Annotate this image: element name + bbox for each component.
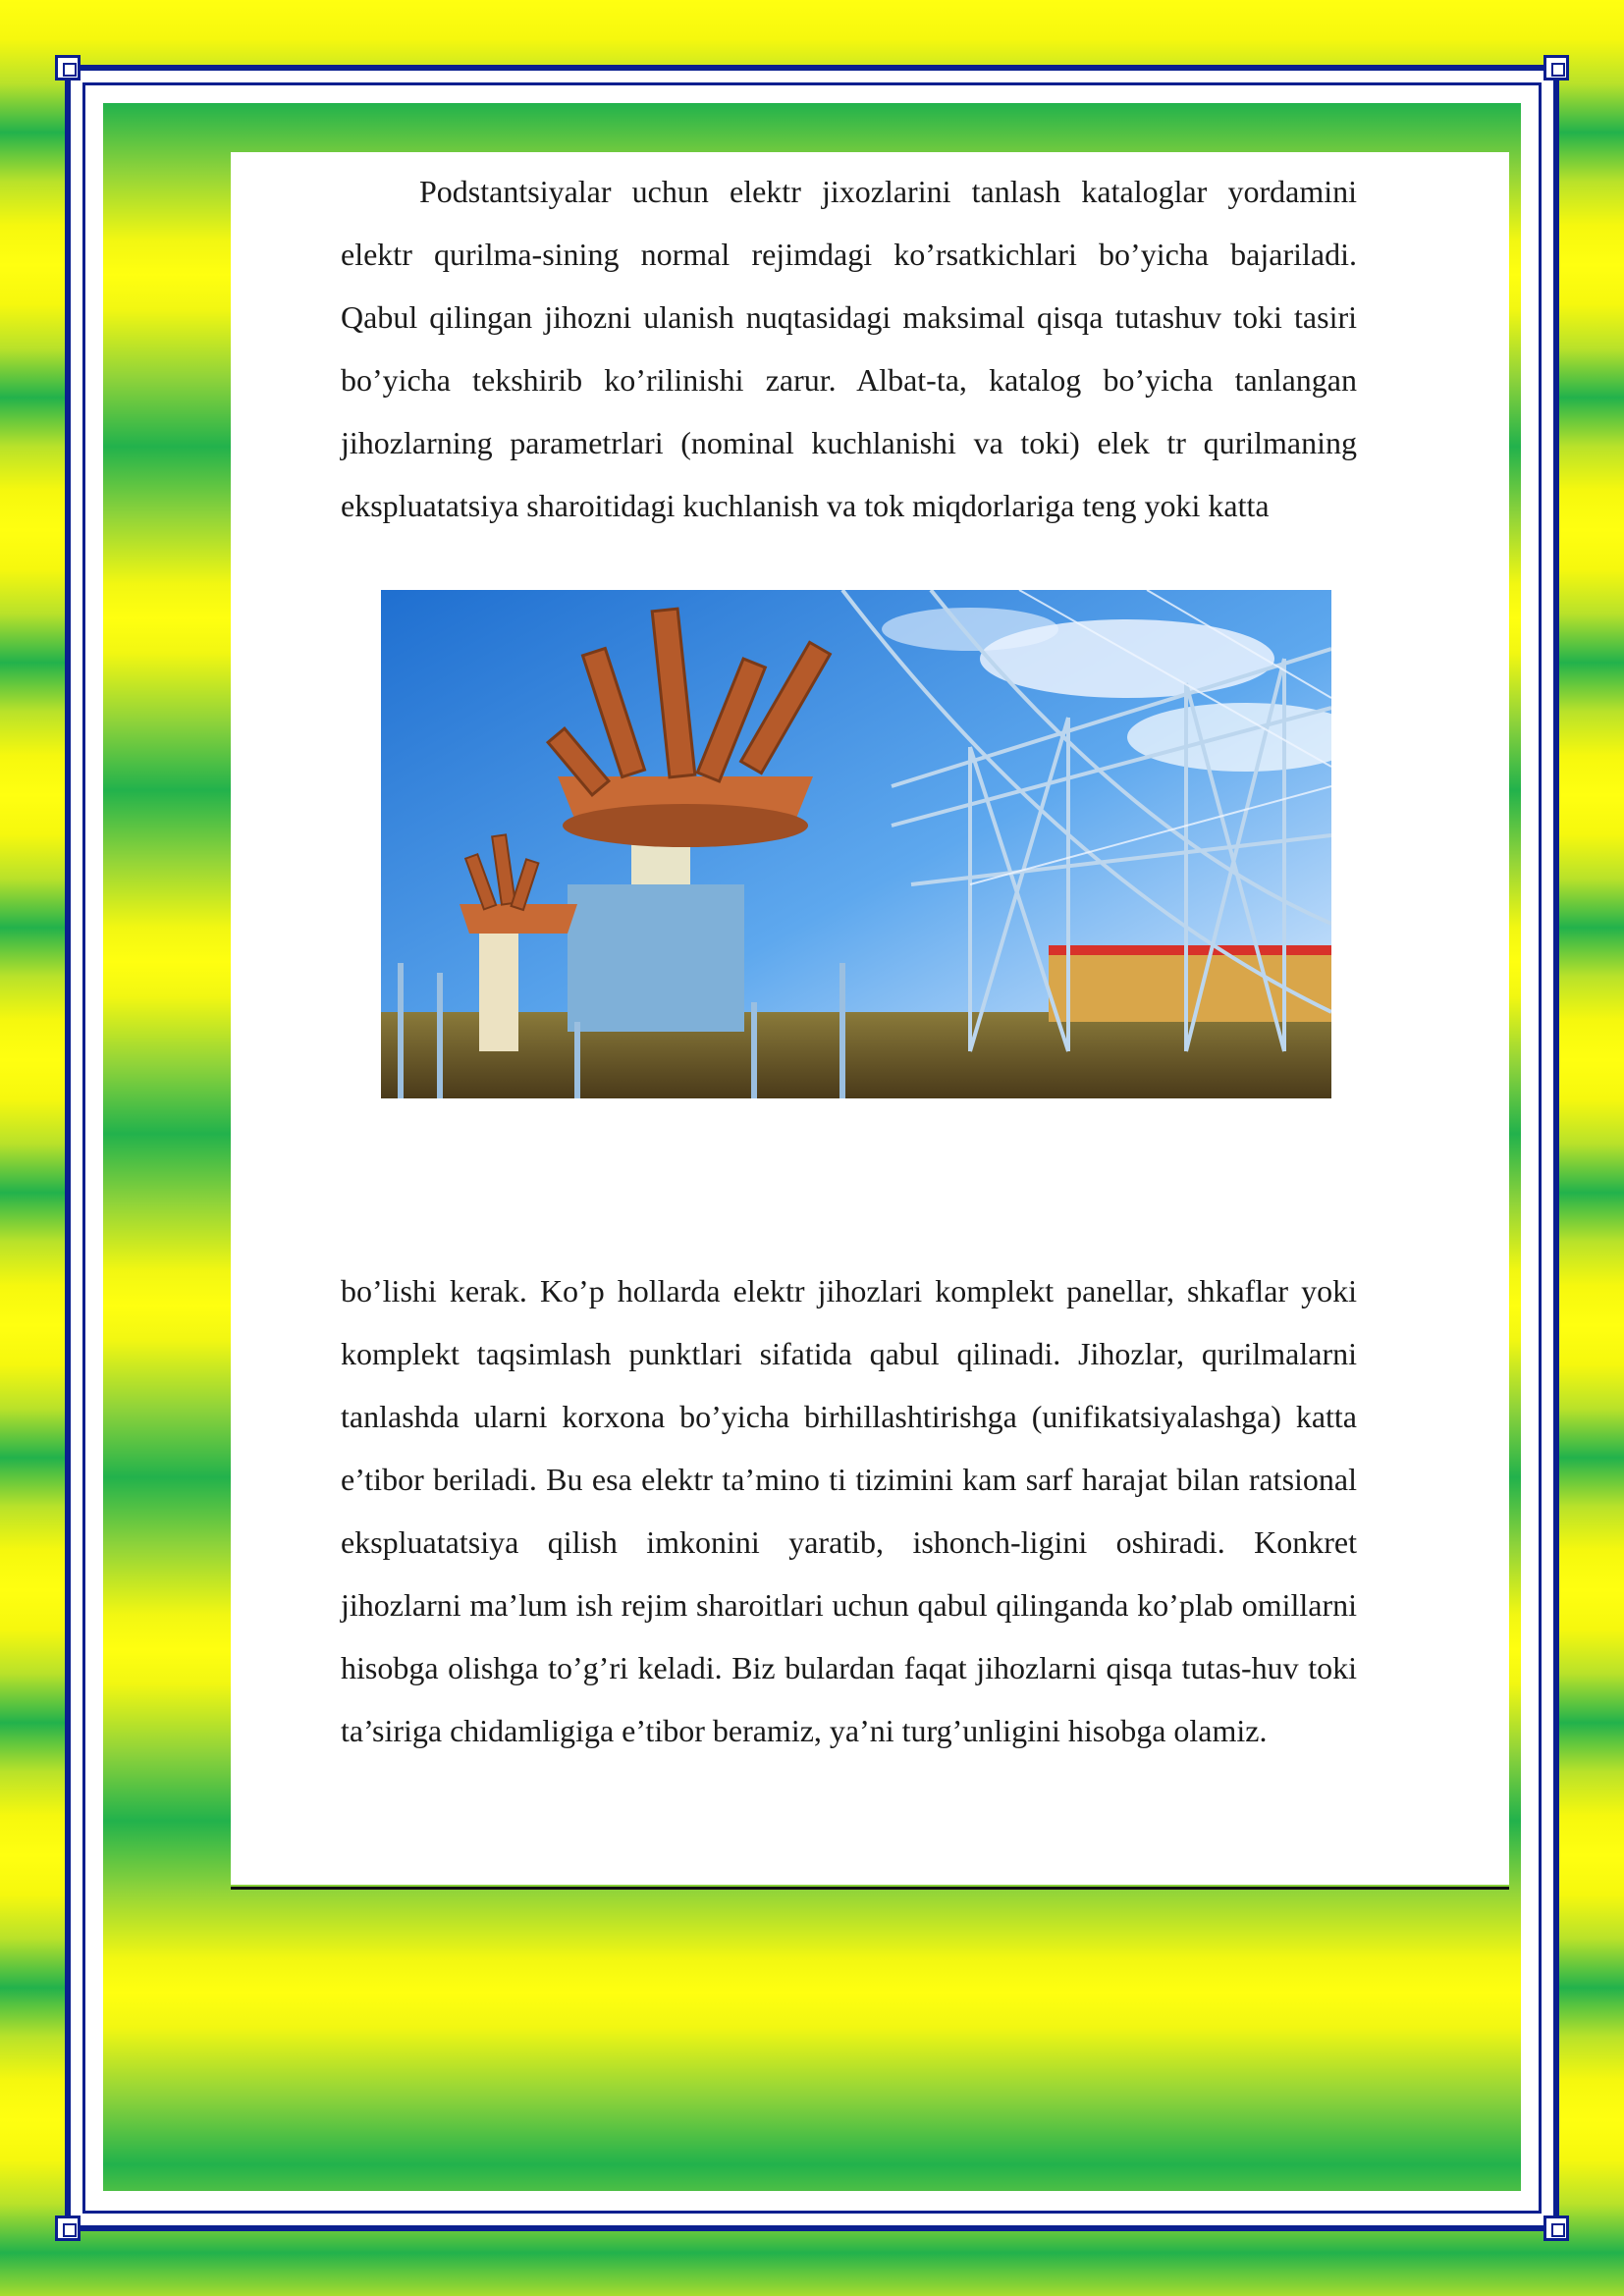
corner-ornament-bottom-left xyxy=(55,2216,81,2241)
corner-ornament-bottom-right xyxy=(1543,2216,1569,2241)
page-bottom-rule xyxy=(231,1887,1509,1890)
paragraph-continuation: bo’lishi kerak. Ko’p hollarda elektr jihozlari komplekt panellar, shkaflar yoki komplekt taqsimlash punktlari sifatida qabul qilinadi. Jihozlar, qurilmalarni tanlashda ularni korxona bo’yicha birhillashtirishga (unifikatsiyalashga) katta e’tibor beriladi. Bu esa elektr ta’mino ti tizimini kam sarf harajat bilan ratsional ekspluatatsiya qilish imkonini yaratib, ishonch-ligini oshiradi. Konkret jihozlarni ma’lum ish rejim sharoitlari uchun qabul qilinganda ko’plab omillarni hisobga olishga to’g’ri keladi. Biz bulardan faqat jihozlarni qisqa tutas-huv toki ta’siriga chidamligiga e’tibor beramiz, ya’ni turg’unligini hisobga olamiz. xyxy=(341,1273,1357,1748)
corner-ornament-top-right xyxy=(1543,55,1569,80)
substation-photo xyxy=(381,590,1331,1098)
corner-ornament-top-left xyxy=(55,55,81,80)
scanned-page xyxy=(231,152,1509,1885)
paragraph-intro: Podstantsiyalar uchun elektr jixozlarini tanlash kataloglar yordamini elektr qurilma-sining normal rejimdagi ko’rsatkichlari bo’yicha bajariladi. Qabul qilingan jihozni ulanish nuqtasidagi maksimal qisqa tutashuv toki tasiri bo’yicha tekshirib ko’rilinishi zarur. Albat-ta, katalog bo’yicha tanlangan jihozlarning parametrlari (nominal kuchlanishi va toki) elek tr qurilmaning ekspluatatsiya sharoitidagi kuchlanish va tok miqdorlariga teng yoki katta xyxy=(341,174,1357,523)
